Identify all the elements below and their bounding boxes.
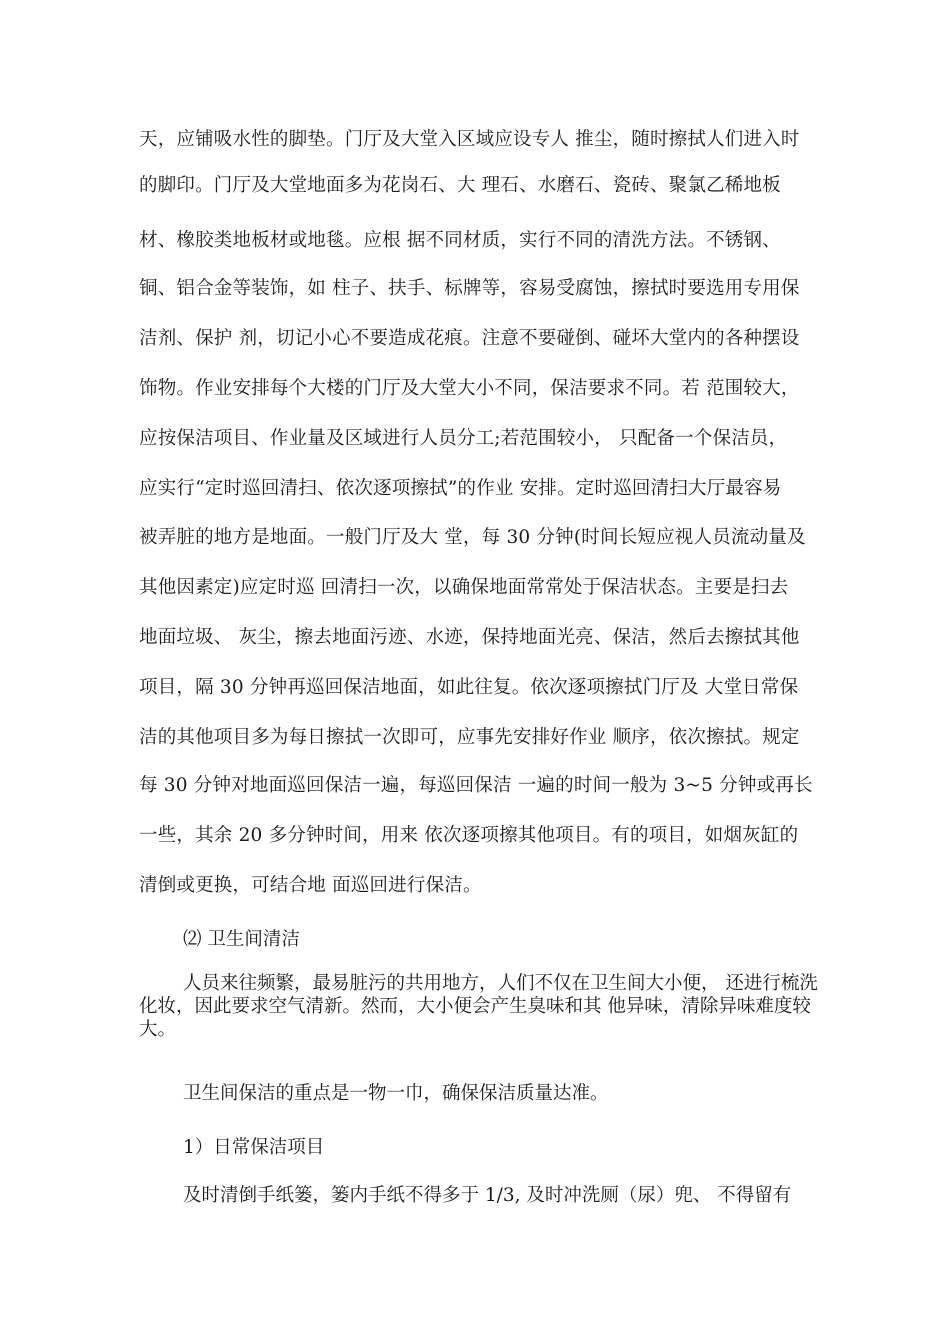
body-line-8: 应实行“定时巡回清扫、依次逐项擦拭”的作业 安排。定时巡回清扫大厅最容易	[139, 478, 782, 499]
body-line-10: 其他因素定)应定时巡 回清扫一次，以确保地面常常处于保洁状态。主要是扫去	[139, 577, 789, 598]
body-line-12: 项目，隔 30 分钟再巡回保洁地面，如此往复。依次逐项擦拭门厅及 大堂日常保	[139, 677, 799, 698]
body-line-2: 的脚印。门厅及大堂地面多为花岗石、大 理石、水磨石、瓷砖、聚氯乙稀地板	[139, 175, 781, 196]
body-line-11: 地面垃圾、 灰尘，擦去地面污迹、水迹，保持地面光亮、保洁，然后去擦拭其他	[139, 627, 800, 648]
paragraph-focus: 卫生间保洁的重点是一物一巾，确保保洁质量达准。	[183, 1083, 609, 1104]
body-line-15: 一些，其余 20 多分钟时间，用来 依次逐项擦其他项目。有的项目，如烟灰缸的	[139, 825, 799, 846]
body-line-16: 清倒或更换，可结合地 面巡回进行保洁。	[139, 875, 482, 896]
paragraph-restroom: 人员来往频繁，最易脏污的共用地方，人们不仅在卫生间大小便， 还进行梳洗化妆，因此要求空气清新。然而，大小便会产生臭味和其 他异味，清除异味难度较大。	[139, 973, 818, 1040]
body-line-9: 被弄脏的地方是地面。一般门厅及大 堂，每 30 分钟(时间长短应视人员流动量及	[139, 527, 806, 548]
section-heading: ⑵ 卫生间清洁	[183, 929, 300, 950]
body-line-5: 洁剂、保护 剂，切记小心不要造成花痕。注意不要碰倒、碰坏大堂内的各种摆设	[139, 328, 800, 349]
body-line-3: 材、橡胶类地板材或地毯。应根 据不同材质，实行不同的清洗方法。不锈钢、	[139, 230, 781, 251]
body-line-6: 饰物。作业安排每个大楼的门厅及大堂大小不同，保洁要求不同。若 范围较大，	[139, 378, 800, 399]
body-line-13: 洁的其他项目多为每日擦拭一次即可，应事先安排好作业 顺序，依次擦拭。规定	[139, 727, 800, 748]
body-line-4: 铜、铝合金等装饰，如 柱子、扶手、标牌等，容易受腐蚀，擦拭时要选用专用保	[139, 278, 800, 299]
subheading-daily-items: 1）日常保洁项目	[183, 1137, 325, 1158]
body-line-7: 应按保洁项目、作业量及区域进行人员分工;若范围较小， 只配备一个保洁员，	[139, 428, 788, 449]
body-line-1: 天，应铺吸水性的脚垫。门厅及大堂入区域应设专人 推尘，随时擦拭人们进入时	[139, 129, 800, 150]
body-line-14: 每 30 分钟对地面巡回保洁一遍，每巡回保洁 一遍的时间一般为 3~5 分钟或再长	[139, 775, 813, 796]
paragraph-last: 及时清倒手纸篓，篓内手纸不得多于 1/3, 及时冲洗厕（尿）兜、 不得留有	[183, 1185, 792, 1206]
